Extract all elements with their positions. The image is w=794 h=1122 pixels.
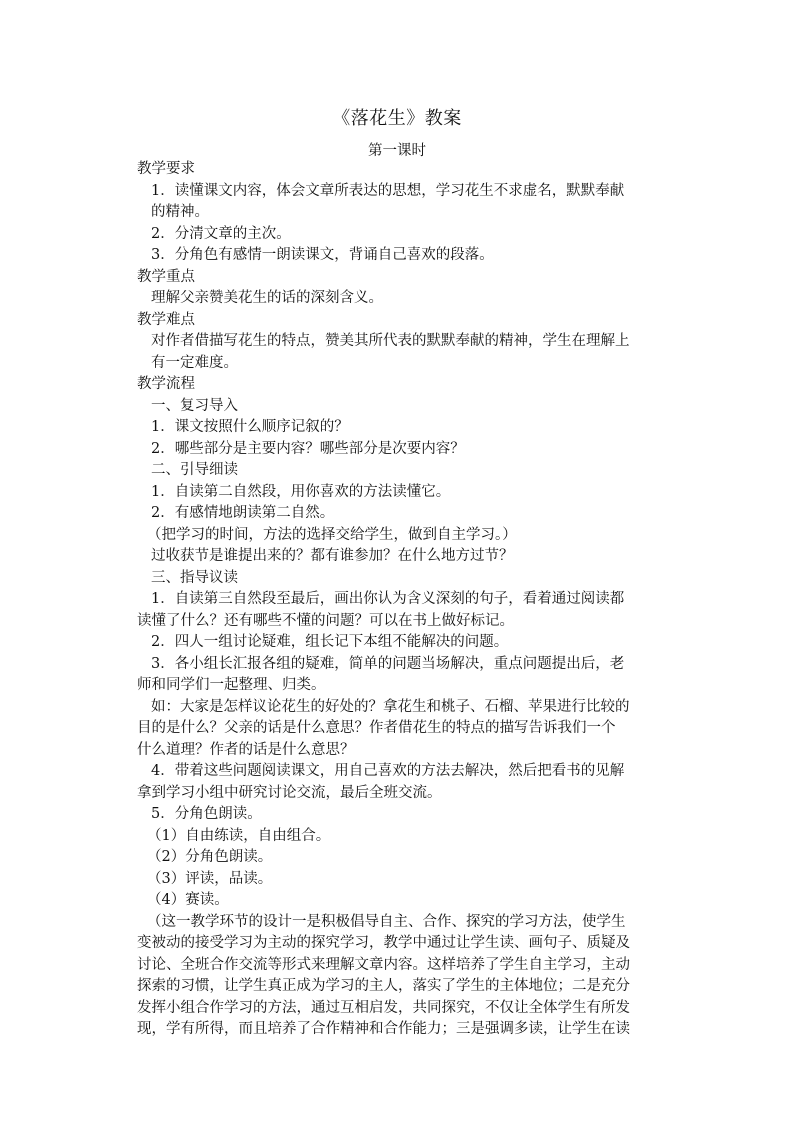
role-reading-step-2: （2）分角色朗读。 [147, 849, 273, 865]
discussion-item-1: 1．自读第三自然段至最后，画出你认为含义深刻的句子，看着通过阅读都 [151, 591, 625, 607]
difficulty-text-cont: 有一定难度。 [151, 354, 238, 371]
guided-reading-item-2: 2．有感情地朗读第二自然。 [151, 505, 335, 521]
design-note-cont-2: 讨论、全班合作交流等形式来理解文章内容。这样培养了学生自主学习，主动 [137, 956, 630, 973]
requirement-item-2: 2．分清文章的主次。 [151, 225, 291, 242]
review-question-1: 1．课文按照什么顺序记叙的？ [151, 419, 349, 435]
document-title: 《落花生》教案 [332, 108, 462, 129]
requirement-item-1: 1．读懂课文内容，体会文章所表达的思想，学习花生不求虚名，默默奉献 [151, 182, 625, 199]
section-heading-difficulty: 教学难点 [137, 311, 195, 328]
discussion-item-2: 2．四人一组讨论疑难，组长记下本组不能解决的问题。 [151, 634, 509, 650]
role-reading-step-3: （3）评读，品读。 [147, 870, 273, 887]
section-heading-process: 教学流程 [137, 376, 195, 392]
guided-reading-item-1: 1．自读第二自然段，用你喜欢的方法读懂它。 [151, 483, 451, 500]
review-question-2: 2．哪些部分是主要内容？哪些部分是次要内容？ [151, 440, 465, 457]
requirement-item-3: 3．分角色有感情一朗读课文，背诵自己喜欢的段落。 [151, 247, 494, 263]
design-note: （这一教学环节的设计一是积极倡导自主、合作、探究的学习方法，使学生 [147, 913, 626, 930]
process-step-discussion: 三、指导议读 [151, 569, 238, 586]
design-note-cont-4: 发挥小组合作学习的方法，通过互相启发，共同探究，不仅让全体学生有所发 [137, 999, 630, 1016]
difficulty-text: 对作者借描写花生的特点，赞美其所代表的默默奉献的精神，学生在理解上 [151, 333, 630, 349]
role-reading-step-4: （4）赛读。 [147, 892, 229, 908]
guided-reading-question: 过收获节是谁提出来的？都有谁参加？在什么地方过节？ [151, 548, 514, 564]
discussion-item-4-cont: 拿到学习小组中研究讨论交流，最后全班交流。 [137, 784, 442, 801]
guided-reading-note: （把学习的时间，方法的选择交给学生，做到自主学习。） [147, 526, 517, 543]
discussion-example-cont-1: 目的是什么？父亲的话是什么意思？作者借花生的特点的描写告诉我们一个 [137, 720, 616, 736]
discussion-example-cont-2: 什么道理？作者的话是什么意思？ [137, 741, 355, 758]
design-note-cont-1: 变被动的接受学习为主动的探究学习，教学中通过让学生读、画句子、质疑及 [137, 935, 630, 951]
discussion-item-1-cont: 读懂了什么？还有哪些不懂的问题？可以在书上做好标记。 [137, 612, 514, 629]
design-note-cont-5: 现，学有所得，而且培养了合作精神和合作能力；三是强调多读，让学生在读 [137, 1021, 630, 1037]
section-heading-requirements: 教学要求 [137, 161, 195, 177]
process-step-guided-reading: 二、引导细读 [151, 462, 238, 478]
section-heading-key-point: 教学重点 [137, 268, 195, 285]
document-body [137, 159, 657, 1041]
discussion-item-4: 4．带着这些问题阅读课文，用自己喜欢的方法去解决，然后把看书的见解 [151, 763, 625, 779]
design-note-cont-3: 探索的习惯，让学生真正成为学习的主人，落实了学生的主体地位；二是充分 [137, 978, 630, 994]
discussion-item-5: 5．分角色朗读。 [151, 806, 262, 822]
discussion-item-3-cont: 师和同学们一起整理、归类。 [137, 677, 326, 693]
discussion-item-3: 3．各小组长汇报各组的疑难，简单的问题当场解决，重点问题提出后，老 [151, 655, 625, 672]
process-step-review: 一、复习导入 [151, 397, 238, 414]
key-point-text: 理解父亲赞美花生的话的深刻含义。 [151, 290, 383, 306]
lesson-subtitle: 第一课时 [368, 143, 426, 159]
role-reading-step-1: （1）自由练读，自由组合。 [147, 827, 331, 844]
discussion-example: 如：大家是怎样议论花生的好处的？拿花生和桃子、石榴、苹果进行比较的 [151, 698, 630, 715]
requirement-item-1-cont: 的精神。 [151, 204, 209, 220]
